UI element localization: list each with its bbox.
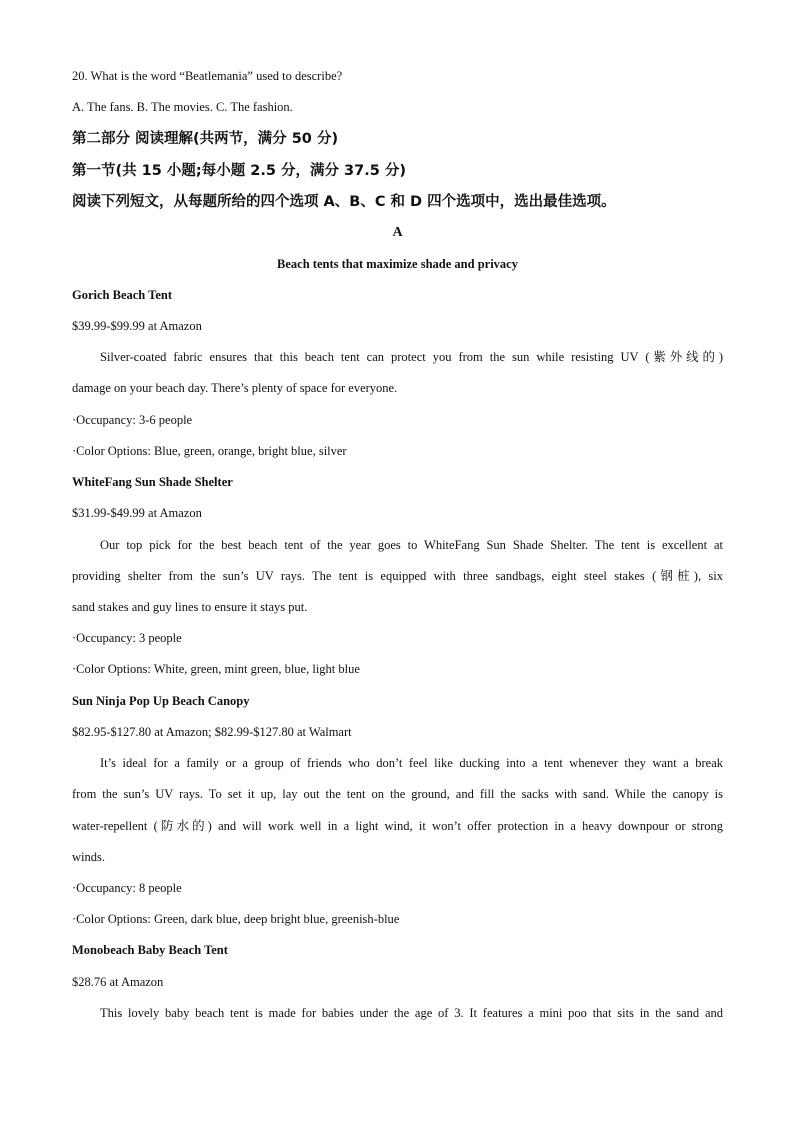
section-instruction: 阅读下列短文，从每题所给的四个选项 A、B、C 和 D 四个选项中，选出最佳选项。	[72, 194, 616, 210]
product-price: $39.99-$99.99 at Amazon	[72, 319, 202, 333]
product-price: $28.76 at Amazon	[72, 975, 164, 989]
product-colors: ·Color Options: White, green, mint green, blue, light blue	[72, 662, 360, 676]
section-subtitle: 第一节(共 15 小题;每小题 2.5 分，满分 37.5 分)	[72, 163, 406, 179]
product-description-line: damage on your beach day. There’s plenty of space for everyone.	[72, 381, 398, 395]
product-description-line: from the sun’s UV rays. To set it up, lay out the tent on the ground, and fill the sacks with sand. While the canopy is	[72, 787, 723, 801]
product-occupancy: ·Occupancy: 3-6 people	[72, 413, 193, 427]
product-name: Sun Ninja Pop Up Beach Canopy	[72, 694, 250, 708]
product-occupancy: ·Occupancy: 8 people	[72, 881, 182, 895]
question-20-options: A. The fans. B. The movies. C. The fashion.	[72, 100, 293, 114]
passage-letter: A	[392, 225, 403, 240]
product-name: WhiteFang Sun Shade Shelter	[72, 475, 233, 489]
product-name: Gorich Beach Tent	[72, 288, 173, 302]
product-colors: ·Color Options: Blue, green, orange, bright blue, silver	[72, 444, 347, 458]
product-name: Monobeach Baby Beach Tent	[72, 943, 228, 957]
product-description-line: winds.	[72, 850, 105, 864]
product-description-line: providing shelter from the sun’s UV rays. The tent is equipped with three sandbags, eight steel stakes (钢桩), six	[72, 569, 723, 583]
product-price: $31.99-$49.99 at Amazon	[72, 506, 202, 520]
passage-title: Beach tents that maximize shade and privacy	[277, 257, 518, 271]
product-description-line: This lovely baby beach tent is made for babies under the age of 3. It features a mini poo that sits in the sand and	[100, 1006, 723, 1020]
product-description-line: water-repellent (防水的) and will work well in a light wind, it won’t offer protection in a heavy downpour or strong	[72, 819, 723, 833]
product-description-line: Silver-coated fabric ensures that this beach tent can protect you from the sun while resisting UV (紫外线的)	[100, 350, 723, 364]
product-description-line: It’s ideal for a family or a group of friends who don’t feel like ducking into a tent whenever they want a break	[100, 756, 723, 770]
product-description-line: sand stakes and guy lines to ensure it stays put.	[72, 600, 308, 614]
product-occupancy: ·Occupancy: 3 people	[72, 631, 182, 645]
product-price: $82.95-$127.80 at Amazon; $82.99-$127.80 at Walmart	[72, 725, 352, 739]
question-20-stem: 20. What is the word “Beatlemania” used to describe?	[72, 69, 343, 83]
part-title: 第二部分 阅读理解(共两节，满分 50 分)	[72, 131, 339, 147]
product-description-line: Our top pick for the best beach tent of the year goes to WhiteFang Sun Shade Shelter. The tent is excellent at	[100, 538, 723, 552]
product-colors: ·Color Options: Green, dark blue, deep bright blue, greenish-blue	[72, 912, 400, 926]
